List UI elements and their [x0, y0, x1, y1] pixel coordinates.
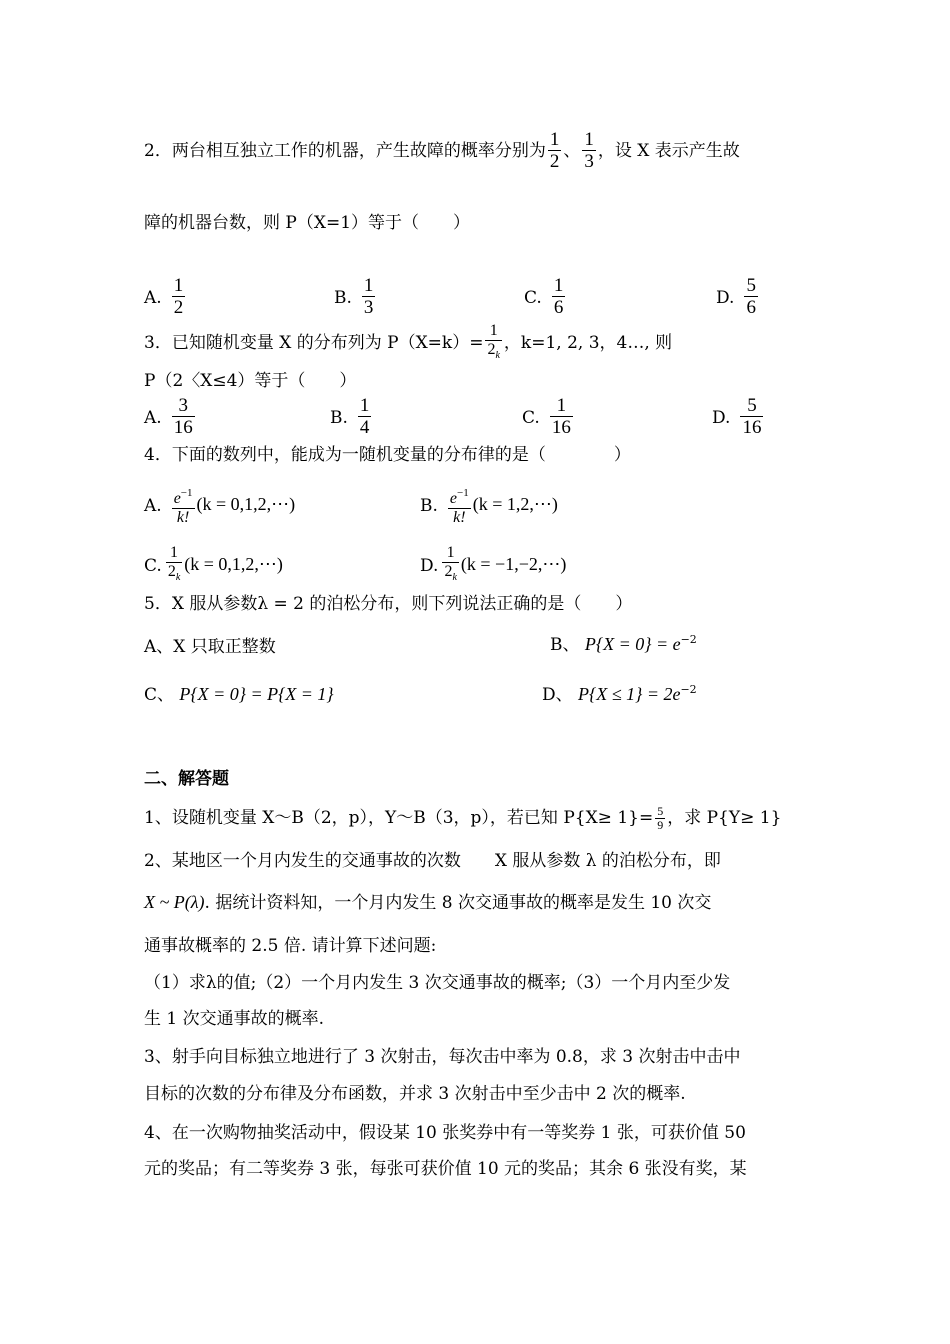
q2-option-b — [334, 276, 377, 319]
option-label: D. — [420, 555, 439, 576]
option-label: D、 — [542, 685, 573, 705]
denominator-base: k! — [453, 509, 466, 526]
problem-1-fraction — [655, 805, 665, 832]
option-fraction — [172, 484, 195, 527]
q3-option-b — [330, 396, 373, 439]
q5-option-a: A、X 只取正整数 — [144, 637, 276, 657]
fraction-numerator: 5 — [657, 804, 664, 818]
problem-3-line-2: 目标的次数的分布律及分布函数，并求 3 次射击中至少击中 2 次的概率. — [144, 1084, 686, 1104]
numerator-base: e — [173, 490, 181, 507]
denominator-base: 2 — [167, 563, 176, 580]
option-range: (k = −1,−2,⋯) — [460, 554, 567, 574]
q2-option-a — [144, 276, 187, 319]
q4-option-a — [144, 484, 295, 527]
q3-line-2: P（2〈X≤4）等于（ ） — [144, 371, 357, 391]
problem-4-line-1: 4、在一次购物抽奖活动中，假设某 10 张奖券中有一等奖券 1 张，可获价值 50 — [144, 1123, 746, 1143]
option-label: D. — [712, 407, 731, 428]
problem-2-text: . 据统计资料知，一个月内发生 8 次交通事故的概率是发生 10 次交 — [204, 893, 712, 913]
formula-exponent: −2 — [680, 683, 697, 696]
option-fraction — [362, 276, 376, 319]
q4-option-b — [420, 484, 558, 527]
option-label: C. — [524, 287, 542, 308]
fraction-denominator — [172, 509, 195, 527]
fraction-denominator — [485, 341, 501, 365]
option-label: C、 — [144, 685, 175, 705]
fraction-denominator — [166, 563, 182, 587]
option-label: A. — [144, 495, 162, 516]
fraction-numerator: 3 — [172, 396, 195, 417]
fraction-denominator: 16 — [742, 417, 762, 438]
numerator-exponent: −1 — [180, 487, 193, 499]
fraction-numerator: 1 — [166, 544, 182, 563]
formula-exponent: −2 — [680, 633, 697, 646]
option-label: A. — [144, 407, 162, 428]
fraction-numerator: 1 — [359, 395, 370, 416]
q3-text-cont: ，k=1, 2, 3，4…, 则 — [503, 333, 673, 353]
section-heading: 二、解答题 — [144, 769, 229, 789]
denominator-exponent: k — [175, 572, 181, 583]
option-fraction — [744, 276, 758, 319]
q2-option-c — [524, 276, 567, 319]
fraction-numerator: 5 — [740, 396, 763, 417]
q2-fraction-1 — [548, 130, 562, 173]
q5-option-b — [550, 630, 697, 655]
fraction-denominator: 6 — [553, 297, 564, 318]
q3-line-1 — [144, 322, 672, 365]
option-fraction — [448, 484, 471, 527]
fraction-denominator: 2 — [173, 297, 184, 318]
q4-option-d — [420, 544, 566, 587]
q4-text: 4．下面的数列中，能成为一随机变量的分布律的是（ ） — [144, 445, 631, 465]
q2-line-1 — [144, 130, 740, 173]
numerator-base: e — [449, 490, 458, 507]
fraction-numerator: 5 — [746, 275, 756, 296]
fraction-numerator: 1 — [549, 129, 560, 150]
fraction-denominator: 3 — [363, 297, 374, 318]
fraction-denominator: 4 — [359, 417, 370, 438]
q2-separator: 、 — [563, 141, 581, 161]
option-fraction — [358, 396, 372, 439]
option-fraction — [740, 396, 763, 439]
option-label: D. — [716, 287, 735, 308]
problem-2-line-4: （1）求λ的值;（2）一个月内发生 3 次交通事故的概率;（3）一个月内至少发 — [144, 973, 731, 993]
fraction-denominator: 16 — [551, 417, 571, 438]
option-fraction — [442, 544, 458, 587]
q2-option-d — [716, 276, 760, 319]
q5-option-c — [144, 680, 334, 705]
q5-option-d — [542, 680, 697, 705]
fraction-numerator: 1 — [173, 275, 184, 296]
option-fraction — [550, 396, 573, 439]
q3-option-d — [712, 396, 765, 439]
denominator-base: 2 — [487, 341, 496, 358]
q3-option-c — [522, 396, 575, 439]
fraction-numerator — [448, 484, 471, 509]
q2-text-cont: ，设 X 表示产生故 — [597, 141, 740, 161]
q3-text: 3．已知随机变量 X 的分布列为 P（X=k）= — [144, 333, 484, 353]
fraction-numerator: 1 — [442, 544, 458, 563]
fraction-numerator: 1 — [584, 129, 594, 150]
option-label: A. — [144, 287, 162, 308]
fraction-denominator: 2 — [549, 151, 560, 172]
problem-2-line-2 — [144, 891, 711, 914]
option-fraction — [552, 276, 566, 319]
numerator-exponent: −1 — [457, 487, 469, 499]
option-formula: P{X ≤ 1} = 2e — [578, 684, 681, 704]
fraction-denominator — [442, 563, 458, 587]
problem-2-line-1: 2、某地区一个月内发生的交通事故的次数 X 服从参数 λ 的泊松分布，即 — [144, 851, 721, 871]
problem-2-line-3: 通事故概率的 2.5 倍. 请计算下述问题: — [144, 936, 437, 956]
q2-fraction-2 — [582, 130, 596, 173]
q4-option-c — [144, 544, 283, 587]
fraction-denominator: 3 — [584, 151, 594, 172]
problem-4-line-2: 元的奖品；有二等奖券 3 张，每张可获价值 10 元的奖品；其余 6 张没有奖，某 — [144, 1159, 747, 1179]
option-range: (k = 0,1,2,⋯) — [196, 494, 296, 514]
fraction-numerator: 1 — [550, 396, 573, 417]
option-label: C. — [144, 555, 162, 576]
fraction-denominator — [448, 509, 471, 527]
option-label: C. — [522, 407, 540, 428]
problem-1-text-cont: ，求 P{Y≥ 1} — [667, 808, 782, 828]
option-formula: P{X = 0} = e — [584, 634, 681, 654]
problem-1-text: 1、设随机变量 X～B（2，p），Y～B（3，p），若已知 P{X≥ 1}= — [144, 808, 654, 828]
problem-3-line-1: 3、射手向目标独立地进行了 3 次射击，每次击中率为 0.8，求 3 次射击中击中 — [144, 1047, 741, 1067]
q3-option-a — [144, 396, 197, 439]
option-formula: P{X = 0} = P{X = 1} — [179, 684, 334, 704]
denominator-exponent: k — [452, 572, 457, 583]
fraction-numerator: 1 — [363, 275, 374, 296]
q2-text: 2．两台相互独立工作的机器，产生故障的概率分别为 — [144, 141, 546, 161]
fraction-numerator: 1 — [553, 275, 564, 296]
option-label: B. — [330, 407, 348, 428]
q3-fraction — [485, 322, 501, 365]
problem-1 — [144, 805, 781, 832]
poisson-notation: X ~ P(λ) — [144, 892, 205, 912]
fraction-numerator — [172, 484, 195, 509]
fraction-denominator: 9 — [657, 818, 664, 832]
fraction-denominator: 6 — [746, 297, 756, 318]
fraction-numerator: 1 — [485, 322, 501, 341]
option-fraction — [172, 396, 195, 439]
q2-line-2: 障的机器台数，则 P（X=1）等于（ ） — [144, 213, 471, 233]
option-label: B. — [334, 287, 352, 308]
option-label: B、 — [550, 635, 580, 655]
q5-text: 5．X 服从参数λ = 2 的泊松分布，则下列说法正确的是（ ） — [144, 594, 633, 614]
option-fraction — [166, 544, 182, 587]
denominator-base: k! — [176, 509, 190, 526]
option-fraction — [172, 276, 186, 319]
option-label: B. — [420, 495, 438, 516]
option-range: (k = 1,2,⋯) — [472, 494, 558, 514]
denominator-exponent: k — [495, 350, 500, 361]
problem-2-line-5: 生 1 次交通事故的概率. — [144, 1009, 325, 1029]
option-range: (k = 0,1,2,⋯) — [184, 554, 283, 574]
denominator-base: 2 — [444, 563, 453, 580]
fraction-denominator: 16 — [173, 417, 193, 438]
